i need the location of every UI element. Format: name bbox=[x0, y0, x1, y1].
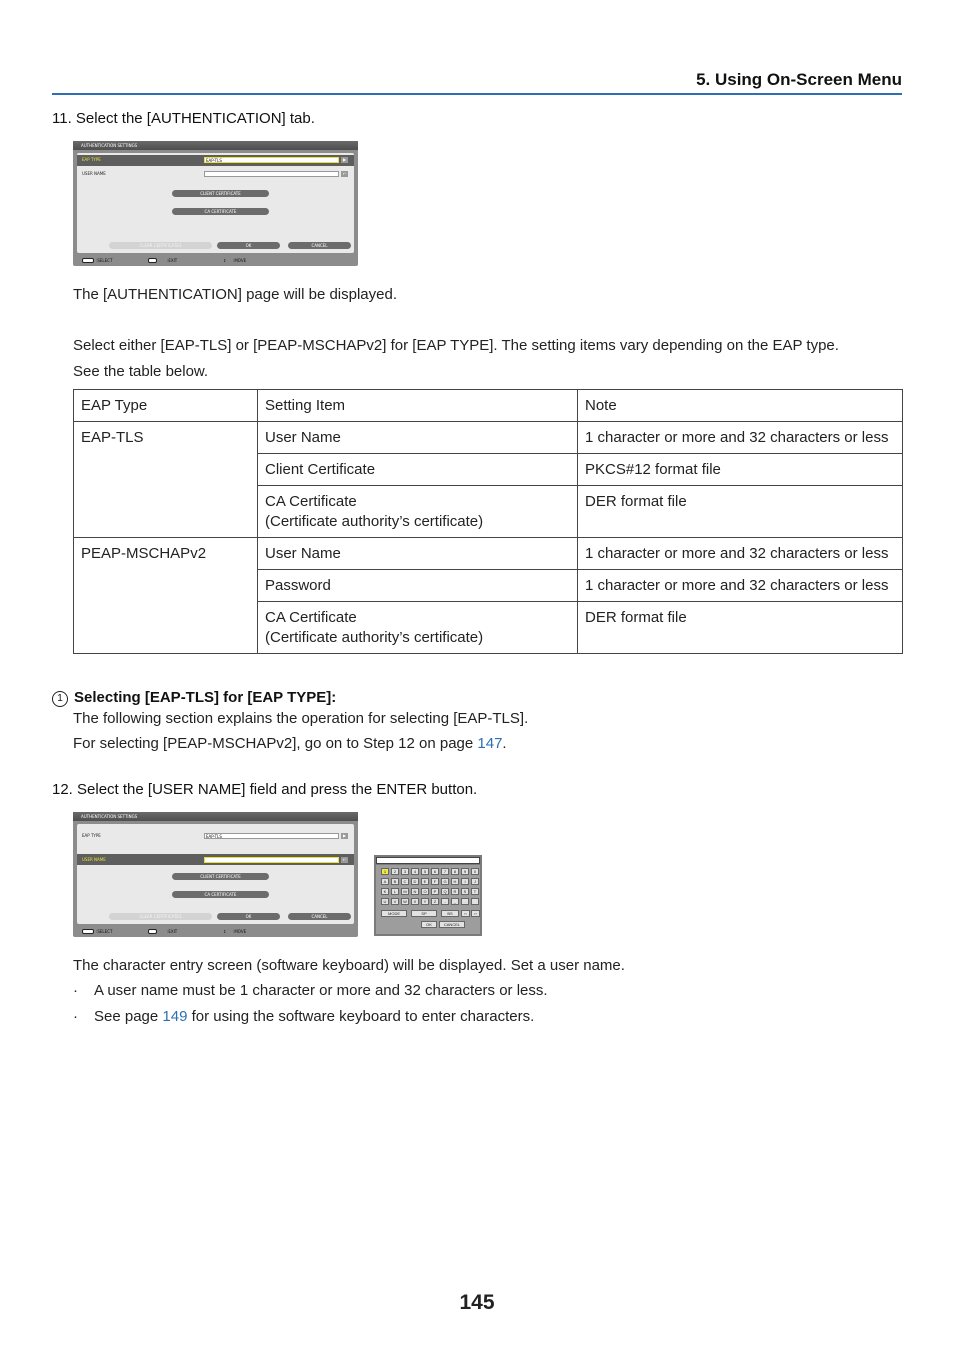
keyboard-key[interactable]: Q bbox=[441, 888, 449, 895]
setting-item-cell: User Name bbox=[258, 538, 578, 570]
paragraph: The [AUTHENTICATION] page will be displayed. bbox=[73, 286, 398, 303]
move-arrows-icon: ↕ bbox=[223, 929, 227, 934]
footer-move: :MOVE bbox=[233, 258, 247, 263]
footer-exit: :EXIT bbox=[167, 929, 178, 934]
paragraph: The character entry screen (software keyboard) will be displayed. Set a user name. bbox=[73, 957, 625, 974]
enter-icon[interactable]: ↵ bbox=[342, 171, 347, 176]
table-row bbox=[74, 422, 903, 454]
keyboard-key[interactable]: 2 bbox=[391, 868, 399, 875]
keyboard-key[interactable]: A bbox=[381, 878, 389, 885]
chevron-right-icon[interactable]: ▶ bbox=[342, 833, 347, 838]
setting-item-cell: Client Certificate bbox=[258, 454, 578, 486]
paragraph bbox=[73, 735, 507, 752]
footer-move: :MOVE bbox=[233, 929, 247, 934]
table-header: Note bbox=[578, 390, 903, 422]
circled-number-icon: 1 bbox=[52, 691, 68, 707]
keyboard-key[interactable]: - bbox=[441, 898, 449, 905]
keyboard-key[interactable]: 3 bbox=[401, 868, 409, 875]
note-cell: 1 character or more and 32 characters or less bbox=[578, 538, 903, 570]
authentication-settings-screen bbox=[73, 812, 358, 937]
bullet-item bbox=[94, 1008, 534, 1025]
step-11 bbox=[52, 110, 315, 127]
exit-key-icon bbox=[148, 258, 157, 263]
paragraph: See the table below. bbox=[73, 363, 209, 380]
eap-type-select[interactable]: EAP-TLS bbox=[204, 157, 339, 163]
page-link-149[interactable]: 149 bbox=[162, 1008, 188, 1025]
keyboard-key[interactable]: V bbox=[391, 898, 399, 905]
user-name-label: USER NAME bbox=[82, 857, 106, 862]
keyboard-key[interactable]: K bbox=[381, 888, 389, 895]
keyboard-key[interactable]: P bbox=[431, 888, 439, 895]
eap-type-select[interactable]: EAP-TLS bbox=[204, 833, 339, 839]
eap-settings-table bbox=[73, 389, 903, 654]
keyboard-key[interactable]: Z bbox=[431, 898, 439, 905]
note-cell: DER format file bbox=[578, 602, 903, 654]
osd-title: AUTHENTICATION SETTINGS bbox=[73, 141, 358, 150]
note-cell: DER format file bbox=[578, 486, 903, 538]
client-certificate-button[interactable]: CLIENT CERTIFICATE bbox=[172, 190, 269, 197]
arrow-right-key-icon[interactable]: ›› bbox=[471, 910, 480, 917]
step-12 bbox=[52, 781, 477, 798]
setting-item-cell: Password bbox=[258, 570, 578, 602]
bullet-marker: · bbox=[73, 982, 78, 999]
authentication-settings-screen bbox=[73, 141, 358, 266]
keyboard-key[interactable]: 1 bbox=[381, 868, 389, 875]
paragraph: Select either [EAP-TLS] or [PEAP-MSCHAPv2] for [EAP TYPE]. The setting items vary depending on the EAP type. bbox=[73, 337, 839, 354]
setting-item-cell bbox=[258, 486, 578, 538]
footer-select: :SELECT bbox=[96, 258, 113, 263]
ca-certificate-button[interactable]: CA CERTIFICATE bbox=[172, 891, 269, 898]
clear-certificates-button[interactable]: CLEAR CERTIFICATES bbox=[109, 913, 212, 920]
move-arrows-icon: ↕ bbox=[223, 258, 227, 263]
keyboard-key[interactable]: M bbox=[401, 888, 409, 895]
keyboard-key[interactable]: E bbox=[421, 878, 429, 885]
setting-item-line: (Certificate authority’s certificate) bbox=[265, 513, 484, 530]
enter-icon[interactable]: ↵ bbox=[342, 857, 347, 862]
user-name-label: USER NAME bbox=[82, 171, 106, 176]
note-cell: 1 character or more and 32 characters or less bbox=[578, 422, 903, 454]
keyboard-key[interactable]: 4 bbox=[411, 868, 419, 875]
page-number: 145 bbox=[459, 1291, 495, 1314]
section-title: 5. Using On-Screen Menu bbox=[696, 70, 902, 89]
bullet-item bbox=[94, 982, 548, 999]
cancel-button[interactable]: CANCEL bbox=[288, 242, 351, 249]
eap-type-label: EAP TYPE bbox=[82, 157, 101, 162]
keyboard-key[interactable]: . bbox=[461, 898, 469, 905]
keyboard-key[interactable]: R bbox=[451, 888, 459, 895]
table-header: Setting Item bbox=[258, 390, 578, 422]
table-row bbox=[74, 538, 903, 570]
chevron-right-icon[interactable]: ▶ bbox=[342, 157, 347, 162]
backspace-key[interactable]: BS bbox=[441, 910, 459, 917]
keyboard-key[interactable]: 5 bbox=[421, 868, 429, 875]
software-keyboard bbox=[374, 855, 482, 936]
enter-key-icon bbox=[82, 929, 94, 934]
keyboard-key[interactable]: J bbox=[471, 878, 479, 885]
table-header: EAP Type bbox=[74, 390, 258, 422]
setting-item-line: (Certificate authority’s certificate) bbox=[265, 629, 484, 646]
clear-certificates-button[interactable]: CLEAR CERTIFICATES bbox=[109, 242, 212, 249]
keyboard-key[interactable]: G bbox=[441, 878, 449, 885]
bullet-text: A user name must be 1 character or more and 32 characters or less. bbox=[94, 982, 548, 999]
keyboard-key[interactable]: 6 bbox=[431, 868, 439, 875]
keyboard-key[interactable]: H bbox=[451, 878, 459, 885]
table-header-row bbox=[74, 390, 903, 422]
keyboard-key[interactable]: 0 bbox=[471, 868, 479, 875]
note-cell: 1 character or more and 32 characters or less bbox=[578, 570, 903, 602]
keyboard-input-field[interactable] bbox=[376, 857, 480, 864]
step-number: 12. bbox=[52, 781, 73, 798]
keyboard-key[interactable]: N bbox=[411, 888, 419, 895]
osd-title: AUTHENTICATION SETTINGS bbox=[73, 812, 358, 821]
keyboard-key[interactable]: 7 bbox=[441, 868, 449, 875]
osd-panel bbox=[77, 153, 354, 253]
keyboard-key[interactable]: 8 bbox=[451, 868, 459, 875]
keyboard-key[interactable]: 9 bbox=[461, 868, 469, 875]
footer-exit: :EXIT bbox=[167, 258, 178, 263]
step-number: 11. bbox=[52, 110, 72, 127]
keyboard-body bbox=[376, 865, 480, 934]
footer-select: :SELECT bbox=[96, 929, 113, 934]
eap-type-cell: PEAP-MSCHAPv2 bbox=[74, 538, 258, 654]
keyboard-key[interactable]: X bbox=[411, 898, 419, 905]
space-key[interactable]: SP bbox=[411, 910, 437, 917]
keyboard-key[interactable]: O bbox=[421, 888, 429, 895]
cancel-button[interactable]: CANCEL bbox=[288, 913, 351, 920]
mode-key[interactable]: MODE bbox=[381, 910, 407, 917]
page-link-147[interactable]: 147 bbox=[477, 735, 503, 752]
keyboard-key[interactable]: L bbox=[391, 888, 399, 895]
enter-key-icon bbox=[82, 258, 94, 263]
ok-button[interactable]: OK bbox=[217, 242, 280, 249]
keyboard-key[interactable]: U bbox=[381, 898, 389, 905]
subsection-heading bbox=[52, 689, 336, 707]
keyboard-key[interactable]: _ bbox=[451, 898, 459, 905]
eap-type-cell: EAP-TLS bbox=[74, 422, 258, 538]
keyboard-key[interactable]: C bbox=[401, 878, 409, 885]
step-text: Select the [USER NAME] field and press the ENTER button. bbox=[77, 781, 478, 798]
setting-item-line: CA Certificate bbox=[265, 493, 357, 510]
keyboard-key[interactable]: B bbox=[391, 878, 399, 885]
ok-button[interactable]: OK bbox=[217, 913, 280, 920]
keyboard-cancel-button[interactable]: CANCEL bbox=[439, 921, 465, 928]
client-certificate-button[interactable]: CLIENT CERTIFICATE bbox=[172, 873, 269, 880]
keyboard-key[interactable]: S bbox=[461, 888, 469, 895]
exit-key-icon bbox=[148, 929, 157, 934]
user-name-field[interactable] bbox=[204, 171, 339, 177]
keyboard-ok-button[interactable]: OK bbox=[421, 921, 437, 928]
setting-item-cell: User Name bbox=[258, 422, 578, 454]
keyboard-key[interactable]: D bbox=[411, 878, 419, 885]
keyboard-key[interactable]: W bbox=[401, 898, 409, 905]
step-text: Select the [AUTHENTICATION] tab. bbox=[75, 110, 315, 127]
keyboard-key[interactable]: F bbox=[431, 878, 439, 885]
eap-type-label: EAP TYPE bbox=[82, 833, 101, 838]
user-name-field[interactable] bbox=[204, 857, 339, 863]
bullet-text: See page bbox=[94, 1008, 163, 1025]
keyboard-key[interactable]: Y bbox=[421, 898, 429, 905]
keyboard-key[interactable] bbox=[471, 898, 479, 905]
ca-certificate-button[interactable]: CA CERTIFICATE bbox=[172, 208, 269, 215]
paragraph: The following section explains the operation for selecting [EAP-TLS]. bbox=[73, 710, 529, 727]
osd-panel bbox=[77, 824, 354, 924]
arrow-left-key-icon[interactable]: ‹‹ bbox=[461, 910, 470, 917]
keyboard-key[interactable]: T bbox=[471, 888, 479, 895]
setting-item-cell bbox=[258, 602, 578, 654]
bullet-text: for using the software keyboard to enter characters. bbox=[187, 1008, 535, 1025]
bullet-marker: · bbox=[73, 1008, 78, 1025]
keyboard-key[interactable]: I bbox=[461, 878, 469, 885]
note-cell: PKCS#12 format file bbox=[578, 454, 903, 486]
subsection-heading-text: Selecting [EAP-TLS] for [EAP TYPE]: bbox=[74, 689, 337, 706]
paragraph-text: . bbox=[502, 735, 507, 752]
paragraph-text: For selecting [PEAP-MSCHAPv2], go on to Step 12 on page bbox=[73, 735, 478, 752]
header-rule bbox=[52, 93, 902, 95]
setting-item-line: CA Certificate bbox=[265, 609, 357, 626]
